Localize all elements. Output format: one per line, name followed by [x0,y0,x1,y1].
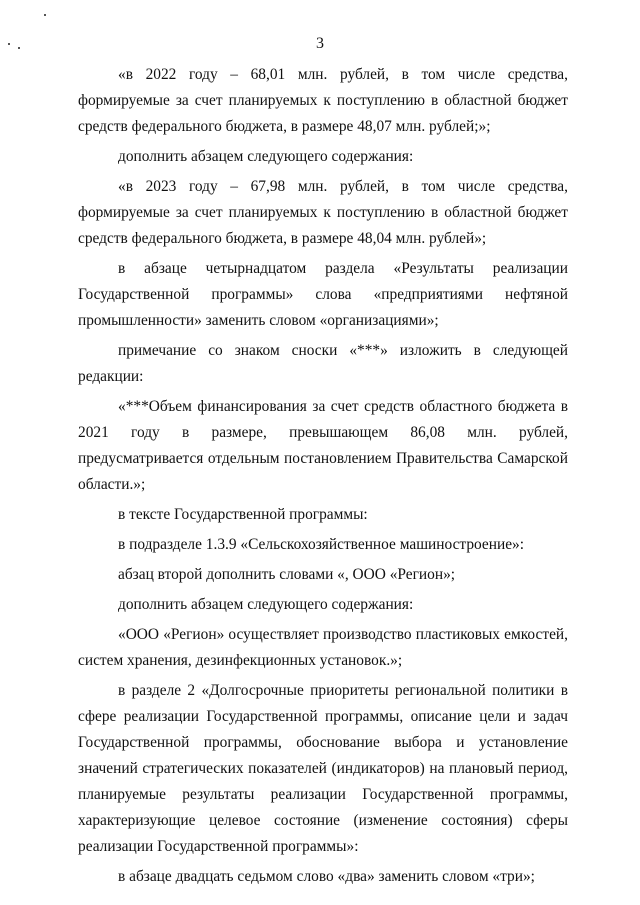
paragraph: абзац второй дополнить словами «, ООО «Регион»; [118,566,456,583]
scan-mark [44,14,46,16]
paragraph: дополнить абзацем следующего содержания: [118,148,414,165]
document-body [78,62,568,890]
paragraph: в подразделе 1.3.9 «Сельскохозяйственное машиностроение»: [118,536,525,553]
paragraph: в абзаце двадцать седьмом слово «два» заменить словом «три»; [118,868,535,885]
paragraph: «***Объем финансирования за счет средств областного бюджета в 2021 году в размере, превышающем 86,08 млн. рублей, предусматривается отдельным постановлением Правительства Самарской области.»; [78,398,568,493]
paragraph: примечание со знаком сноски «***» изложить в следующей редакции: [78,342,568,385]
paragraph: в разделе 2 «Долгосрочные приоритеты региональной политики в сфере реализации Государственной программы, описание цели и задач Государственной программы, обоснование выбора и установление значений стратегических показателей (индикаторов) на плановый период, планируемые результаты реализации Государственной программы, характеризующие целевое состояние (изменение состояния) сферы реализации Государственной программы»: [78,682,568,855]
paragraph: «в 2022 году – 68,01 млн. рублей, в том числе средства, формируемые за счет планируемых к поступлению в областной бюджет средств федерального бюджета, в размере 48,07 млн. рублей;»; [78,66,568,135]
paragraph: «ООО «Регион» осуществляет производство пластиковых емкостей, систем хранения, дезинфекционных установок.»; [78,626,568,669]
paragraph: в абзаце четырнадцатом раздела «Результаты реализации Государственной программы» слова «предприятиями нефтяной промышленности» заменить словом «организациями»; [78,260,568,329]
paragraph: дополнить абзацем следующего содержания: [118,596,414,613]
paragraph: «в 2023 году – 67,98 млн. рублей, в том числе средства, формируемые за счет планируемых к поступлению в областной бюджет средств федерального бюджета, в размере 48,04 млн. рублей»; [78,178,568,247]
paragraph: в тексте Государственной программы: [118,506,368,523]
page-number: 3 [316,35,324,52]
